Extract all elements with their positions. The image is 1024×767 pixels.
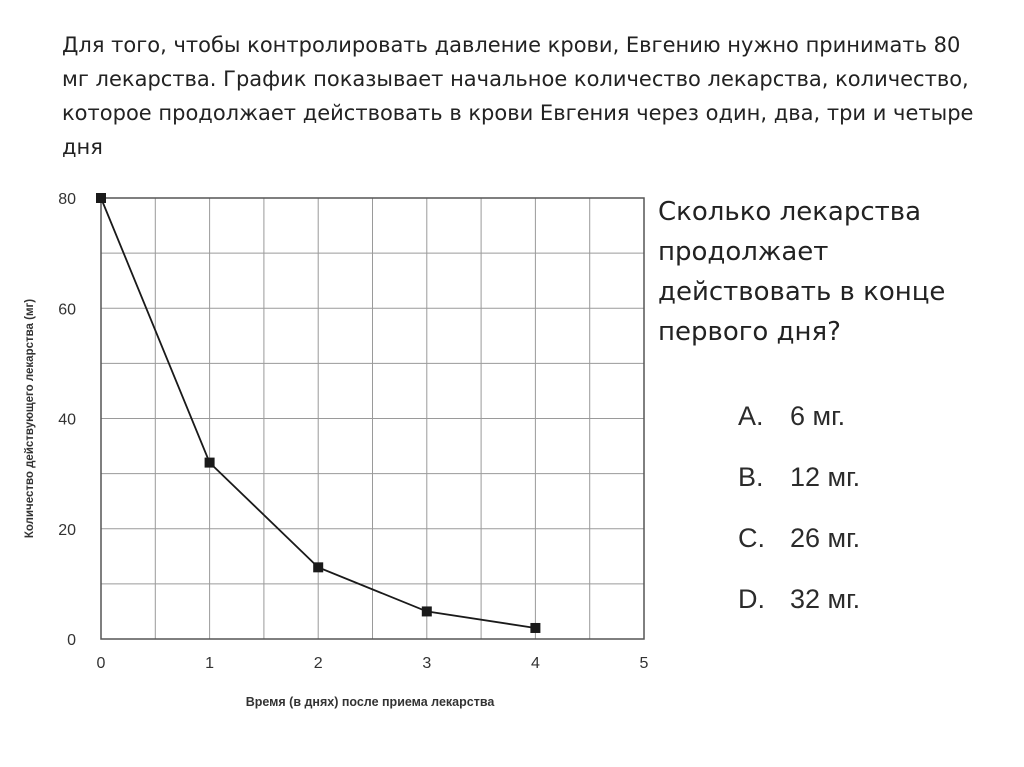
y-axis-ticks xyxy=(58,191,76,649)
x-axis-label: Время (в днях) после приема лекарства xyxy=(245,695,495,709)
x-tick-label: 2 xyxy=(313,655,323,672)
data-point-marker xyxy=(313,562,323,572)
x-tick-label: 5 xyxy=(639,655,649,672)
data-point-marker xyxy=(205,458,215,468)
x-tick-label: 0 xyxy=(96,655,106,672)
chart-svg xyxy=(0,180,680,720)
intro-text: Для того, чтобы контролировать давление крови, Евгению нужно принимать 80 мг лекарства. График показывает начальное количество лекарства, количество, которое продолжает действовать в крови Евгения через один, два, три и четыре дня xyxy=(62,33,974,159)
x-tick-label: 1 xyxy=(205,655,215,672)
answer-text: 12 мг. xyxy=(790,462,861,492)
data-point-marker xyxy=(530,623,540,633)
answer-option-a[interactable] xyxy=(738,394,860,455)
data-point-marker xyxy=(422,606,432,616)
x-tick-label: 4 xyxy=(530,655,540,672)
x-axis-ticks xyxy=(97,655,649,672)
data-point-marker xyxy=(96,193,106,203)
chart xyxy=(0,180,680,720)
y-tick-label: 40 xyxy=(58,411,76,429)
answer-letter: C. xyxy=(738,523,765,553)
y-tick-label: 80 xyxy=(58,191,76,208)
x-tick-label: 3 xyxy=(422,655,432,672)
answer-option-b[interactable] xyxy=(738,455,860,516)
question-text: Сколько лекарства продолжает действовать в конце первого дня? xyxy=(658,197,946,347)
answer-text: 26 мг. xyxy=(790,523,861,553)
answer-text: 6 мг. xyxy=(790,401,846,431)
answer-letter: B. xyxy=(738,462,764,492)
answer-option-c[interactable] xyxy=(738,516,860,577)
chart-grid xyxy=(101,198,644,639)
y-tick-label: 20 xyxy=(58,521,76,539)
answer-list xyxy=(738,394,860,638)
y-tick-label: 60 xyxy=(58,301,76,319)
answer-letter: D. xyxy=(738,584,765,614)
y-axis-label: Количество действующего лекарства (мг) xyxy=(24,298,36,539)
y-tick-label: 0 xyxy=(67,632,76,649)
answer-option-d[interactable] xyxy=(738,577,860,638)
answer-text: 32 мг. xyxy=(790,584,861,614)
answer-letter: A. xyxy=(738,401,764,431)
